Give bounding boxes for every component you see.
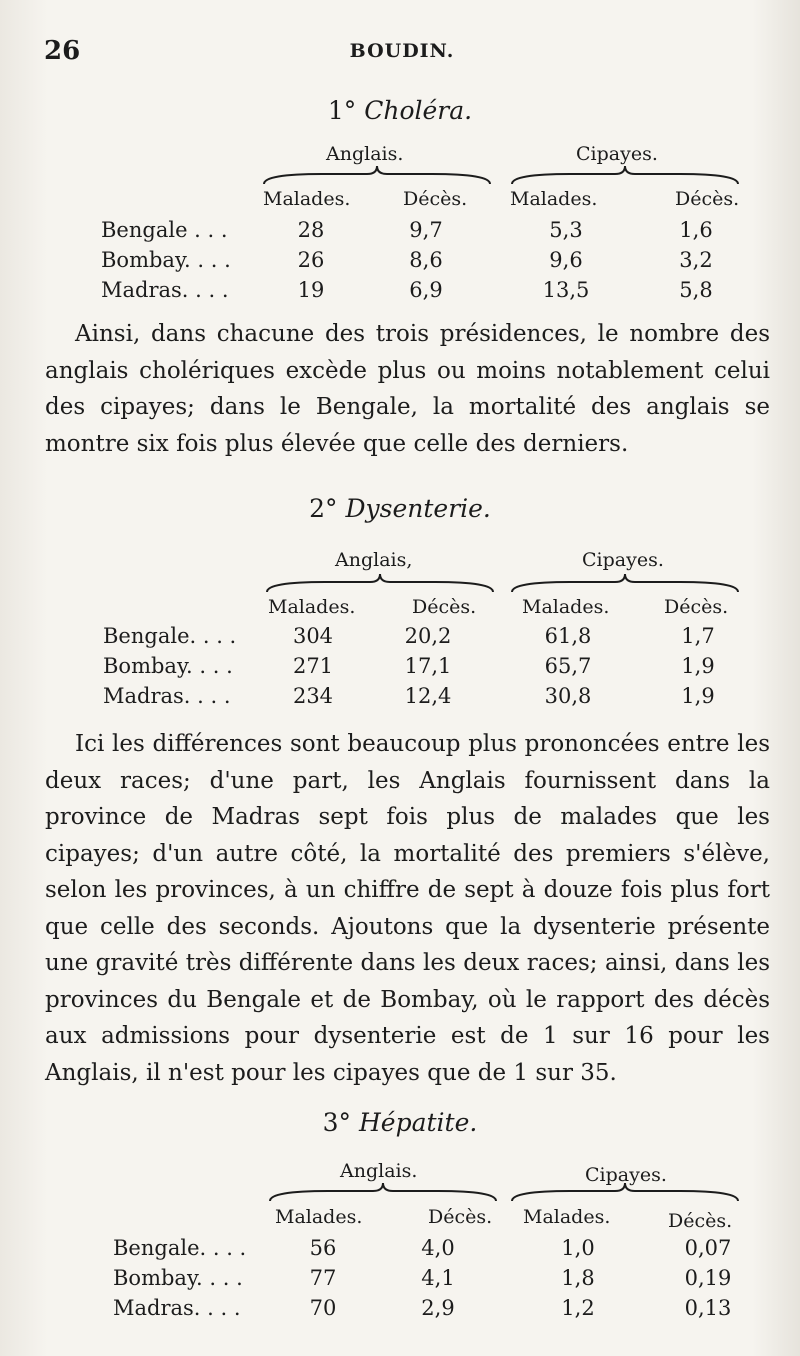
table-row [113, 1263, 783, 1293]
brace-cipayes [510, 1181, 740, 1203]
brace-cipayes [510, 164, 740, 186]
cell: 0,13 [684, 1296, 732, 1320]
cell: 9,6 [549, 248, 583, 272]
group-label-anglais: Anglais. [340, 1160, 418, 1182]
table-row [103, 621, 773, 651]
section-name: Hépatite. [359, 1108, 478, 1137]
page-header [44, 36, 760, 70]
page-number: 26 [44, 36, 81, 66]
cell: 56 [309, 1236, 337, 1260]
cell: 70 [309, 1296, 337, 1320]
table-row [103, 651, 773, 681]
table-row [113, 1293, 783, 1323]
row-label: Bengale. . . . [103, 624, 237, 648]
table-dysenterie [103, 621, 773, 711]
cell: 1,9 [681, 654, 715, 678]
paragraph-2: Ici les différences sont beaucoup plus prononcées entre les deux races; d'une part, les Anglais fournissent dans la province de Madras sept fois plus de malades que les cipayes; d'un autre côté, la mortalité des premiers s'élève, selon les provinces, à un chiffre de sept à douze fois plus fort que celle des seconds. Ajoutons que la dysenterie présente une gravité très différente dans les deux races; ainsi, dans les provinces du Bengale et de Bombay, où le rapport des décès aux admissions pour dysenterie est de 1 sur 16 pour les Anglais, il n'est pour les cipayes que de 1 sur 35. [45, 731, 770, 1086]
cell: 0,19 [684, 1266, 732, 1290]
table-row [113, 1233, 783, 1263]
cell: 6,9 [409, 278, 443, 302]
cell: 20,2 [404, 624, 452, 648]
cell: 65,7 [544, 654, 592, 678]
cell: 1,6 [679, 218, 713, 242]
cell: 234 [292, 684, 334, 708]
column-header: Malades. [523, 1206, 611, 1228]
group-label-cipayes: Cipayes. [576, 143, 658, 165]
column-header: Malades. [510, 188, 598, 210]
cell: 2,9 [421, 1296, 455, 1320]
cell: 1,2 [561, 1296, 595, 1320]
group-label-cipayes: Cipayes. [585, 1164, 667, 1186]
section-name: Dysenterie. [345, 494, 491, 523]
cell: 304 [292, 624, 334, 648]
column-header: Décès. [403, 188, 468, 210]
row-label: Bengale. . . . [113, 1236, 247, 1260]
column-header: Décès. [668, 1210, 733, 1232]
cell: 1,7 [681, 624, 715, 648]
brace-anglais [262, 164, 492, 186]
cell: 1,0 [561, 1236, 595, 1260]
column-header: Malades. [263, 188, 351, 210]
row-label: Bengale . . . [101, 218, 228, 242]
group-label-cipayes: Cipayes. [582, 549, 664, 571]
table-row [103, 681, 773, 711]
table-row [101, 215, 771, 245]
row-label: Madras. . . . [113, 1296, 241, 1320]
cell: 1,9 [681, 684, 715, 708]
group-label-anglais: Anglais. [326, 143, 404, 165]
brace-anglais [268, 1181, 498, 1203]
cell: 26 [297, 248, 325, 272]
section-number: 3° [322, 1108, 352, 1137]
row-label: Madras. . . . [101, 278, 229, 302]
section-name: Choléra. [364, 96, 473, 125]
cell: 1,8 [561, 1266, 595, 1290]
column-header: Malades. [522, 596, 610, 618]
row-label: Bombay. . . . [113, 1266, 243, 1290]
section-number: 1° [327, 96, 357, 125]
cell: 28 [297, 218, 325, 242]
paragraph-1: Ainsi, dans chacune des trois présidences, le nombre des anglais cholériques excède plus ou moins notablement celui des cipayes; dans le Bengale, la mortalité des anglais se montre six fois plus élevée que celle des derniers. [45, 321, 770, 457]
table-cholera [101, 215, 771, 305]
cell: 8,6 [409, 248, 443, 272]
column-header: Décès. [428, 1206, 493, 1228]
row-label: Bombay. . . . [101, 248, 231, 272]
cell: 4,1 [421, 1266, 455, 1290]
cell: 30,8 [544, 684, 592, 708]
cell: 3,2 [679, 248, 713, 272]
table-row [101, 245, 771, 275]
column-header: Malades. [275, 1206, 363, 1228]
cell: 5,8 [679, 278, 713, 302]
section-title-dysenterie [0, 494, 800, 523]
table-row [101, 275, 771, 305]
section-title-cholera [0, 96, 800, 125]
table-hepatite [113, 1233, 783, 1323]
cell: 4,0 [421, 1236, 455, 1260]
column-header: Malades. [268, 596, 356, 618]
group-label-anglais: Anglais, [335, 549, 413, 571]
column-header: Décès. [412, 596, 477, 618]
row-label: Madras. . . . [103, 684, 231, 708]
cell: 5,3 [549, 218, 583, 242]
cell: 12,4 [404, 684, 452, 708]
cell: 17,1 [404, 654, 452, 678]
section-title-hepatite [0, 1108, 800, 1137]
row-label: Bombay. . . . [103, 654, 233, 678]
cell: 9,7 [409, 218, 443, 242]
brace-cipayes [510, 572, 740, 594]
cell: 19 [297, 278, 325, 302]
cell: 77 [309, 1266, 337, 1290]
brace-anglais [265, 572, 495, 594]
column-header: Décès. [664, 596, 729, 618]
section-number: 2° [309, 494, 338, 523]
column-header: Décès. [675, 188, 740, 210]
running-head: BOUDIN. [349, 40, 455, 62]
cell: 61,8 [544, 624, 592, 648]
cell: 0,07 [684, 1236, 732, 1260]
cell: 13,5 [542, 278, 590, 302]
cell: 271 [292, 654, 334, 678]
